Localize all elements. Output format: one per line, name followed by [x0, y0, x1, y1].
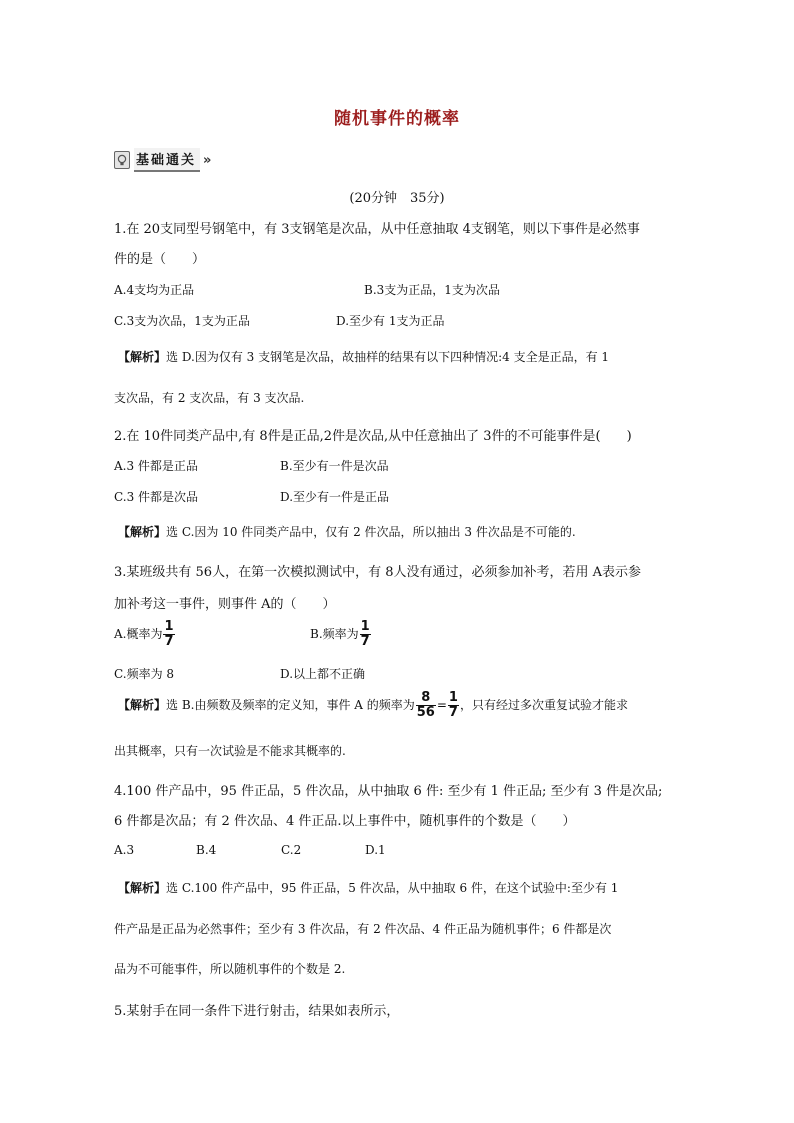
q4-option-c: C.2 — [281, 843, 302, 857]
q3-option-b-fraction: $\frac{1}{7}$ — [360, 619, 370, 649]
q3-stem-line2: 加补考这一事件，则事件 A的（ ） — [114, 597, 336, 612]
q2-option-c: C.3 件都是次品 — [114, 490, 199, 504]
q4-option-d: D.1 — [365, 843, 386, 857]
q4-answer-line1 — [118, 879, 618, 896]
q1-answer-text1: 选 D.因为仅有 3 支钢笔是次品，故抽样的结果有以下四种情况:4 支全是正品，有 1 — [166, 350, 610, 364]
answer-tag: 【解析】 — [118, 350, 167, 364]
q2-option-b: B.至少有一件是次品 — [280, 459, 389, 473]
q1-option-b: B.3支为正品，1支为次品 — [364, 283, 500, 297]
answer-tag: 【解析】 — [118, 698, 167, 712]
time-note: (20分钟 35分) — [349, 191, 445, 206]
q3-answer-pre: 选 B.由频数及频率的定义知，事件 A 的频率为 — [166, 698, 415, 712]
chevron-right-icon: » — [203, 152, 212, 168]
q3-answer-line2: 出其概率，只有一次试验是不能求其概率的. — [114, 744, 346, 758]
section-label: 基础通关 — [134, 148, 200, 172]
q4-option-b: B.4 — [196, 843, 217, 857]
q4-answer-text1: 选 C.100 件产品中，95 件正品，5 件次品，从中抽取 6 件，在这个试验中:至少有 1 — [166, 881, 619, 895]
q1-stem-line1: 1.在 20支同型号钢笔中，有 3支钢笔是次品，从中任意抽取 4支钢笔，则以下事件是必然事 — [114, 222, 640, 237]
q3-option-a-prefix: A.概率为 — [114, 627, 163, 641]
q2-option-d: D.至少有一件是正品 — [280, 490, 390, 504]
q3-option-b-prefix: B.频率为 — [310, 627, 359, 641]
q3-option-a-fraction: $\frac{1}{7}$ — [164, 619, 174, 649]
q1-option-d: D.至少有 1支为正品 — [336, 314, 445, 328]
q3-answer-fraction-2: $\frac{1}{7}$ — [448, 690, 458, 720]
q2-option-a: A.3 件都是正品 — [114, 459, 198, 473]
q3-answer-post: ，只有经过多次重复试验才能求 — [459, 698, 628, 712]
q4-answer-line3: 品为不可能事件，所以随机事件的个数是 2. — [114, 962, 346, 976]
q1-option-a: A.4支均为正品 — [114, 283, 195, 297]
section-banner — [114, 150, 211, 170]
q1-option-c: C.3支为次品，1支为正品 — [114, 314, 250, 328]
q2-answer-line1 — [118, 523, 576, 540]
lightbulb-icon — [114, 151, 130, 169]
q3-stem-line1: 3.某班级共有 56人，在第一次模拟测试中，有 8人没有通过，必须参加补考，若用 A表示参 — [114, 565, 642, 580]
q3-answer-fraction-1: $\frac{8}{56}$ — [416, 690, 435, 720]
q3-option-b — [310, 620, 372, 649]
q3-answer-equals: = — [436, 698, 447, 712]
q1-answer-line2: 支次品，有 2 支次品，有 3 支次品. — [114, 391, 305, 405]
q4-option-a: A.3 — [114, 843, 135, 857]
q3-option-c: C.频率为 8 — [114, 667, 175, 681]
q2-stem-line1: 2.在 10件同类产品中,有 8件是正品,2件是次品,从中任意抽出了 3件的不可能事件是( ) — [114, 429, 632, 444]
q1-answer-line1 — [118, 348, 609, 365]
q2-answer-text1: 选 C.因为 10 件同类产品中，仅有 2 件次品，所以抽出 3 件次品是不可能的. — [166, 525, 576, 539]
q4-answer-line2: 件产品是正品为必然事件；至少有 3 件次品，有 2 件次品、4 件正品为随机事件；6 件都是次 — [114, 922, 612, 936]
q3-answer-line1 — [118, 691, 628, 720]
q4-stem-line1: 4.100 件产品中，95 件正品，5 件次品，从中抽取 6 件: 至少有 1 件正品; 至少有 3 件是次品; — [114, 784, 663, 799]
q4-stem-line2: 6 件都是次品；有 2 件次品、4 件正品.以上事件中，随机事件的个数是（ ） — [114, 814, 576, 829]
q5-stem-line1: 5.某射手在同一条件下进行射击，结果如表所示， — [114, 1004, 400, 1019]
q1-stem-line2: 件的是（ ） — [114, 252, 206, 267]
q3-option-d: D.以上都不正确 — [280, 667, 366, 681]
answer-tag: 【解析】 — [118, 881, 167, 895]
answer-tag: 【解析】 — [118, 525, 167, 539]
q3-option-a — [114, 620, 176, 649]
page-title: 随机事件的概率 — [334, 109, 460, 129]
